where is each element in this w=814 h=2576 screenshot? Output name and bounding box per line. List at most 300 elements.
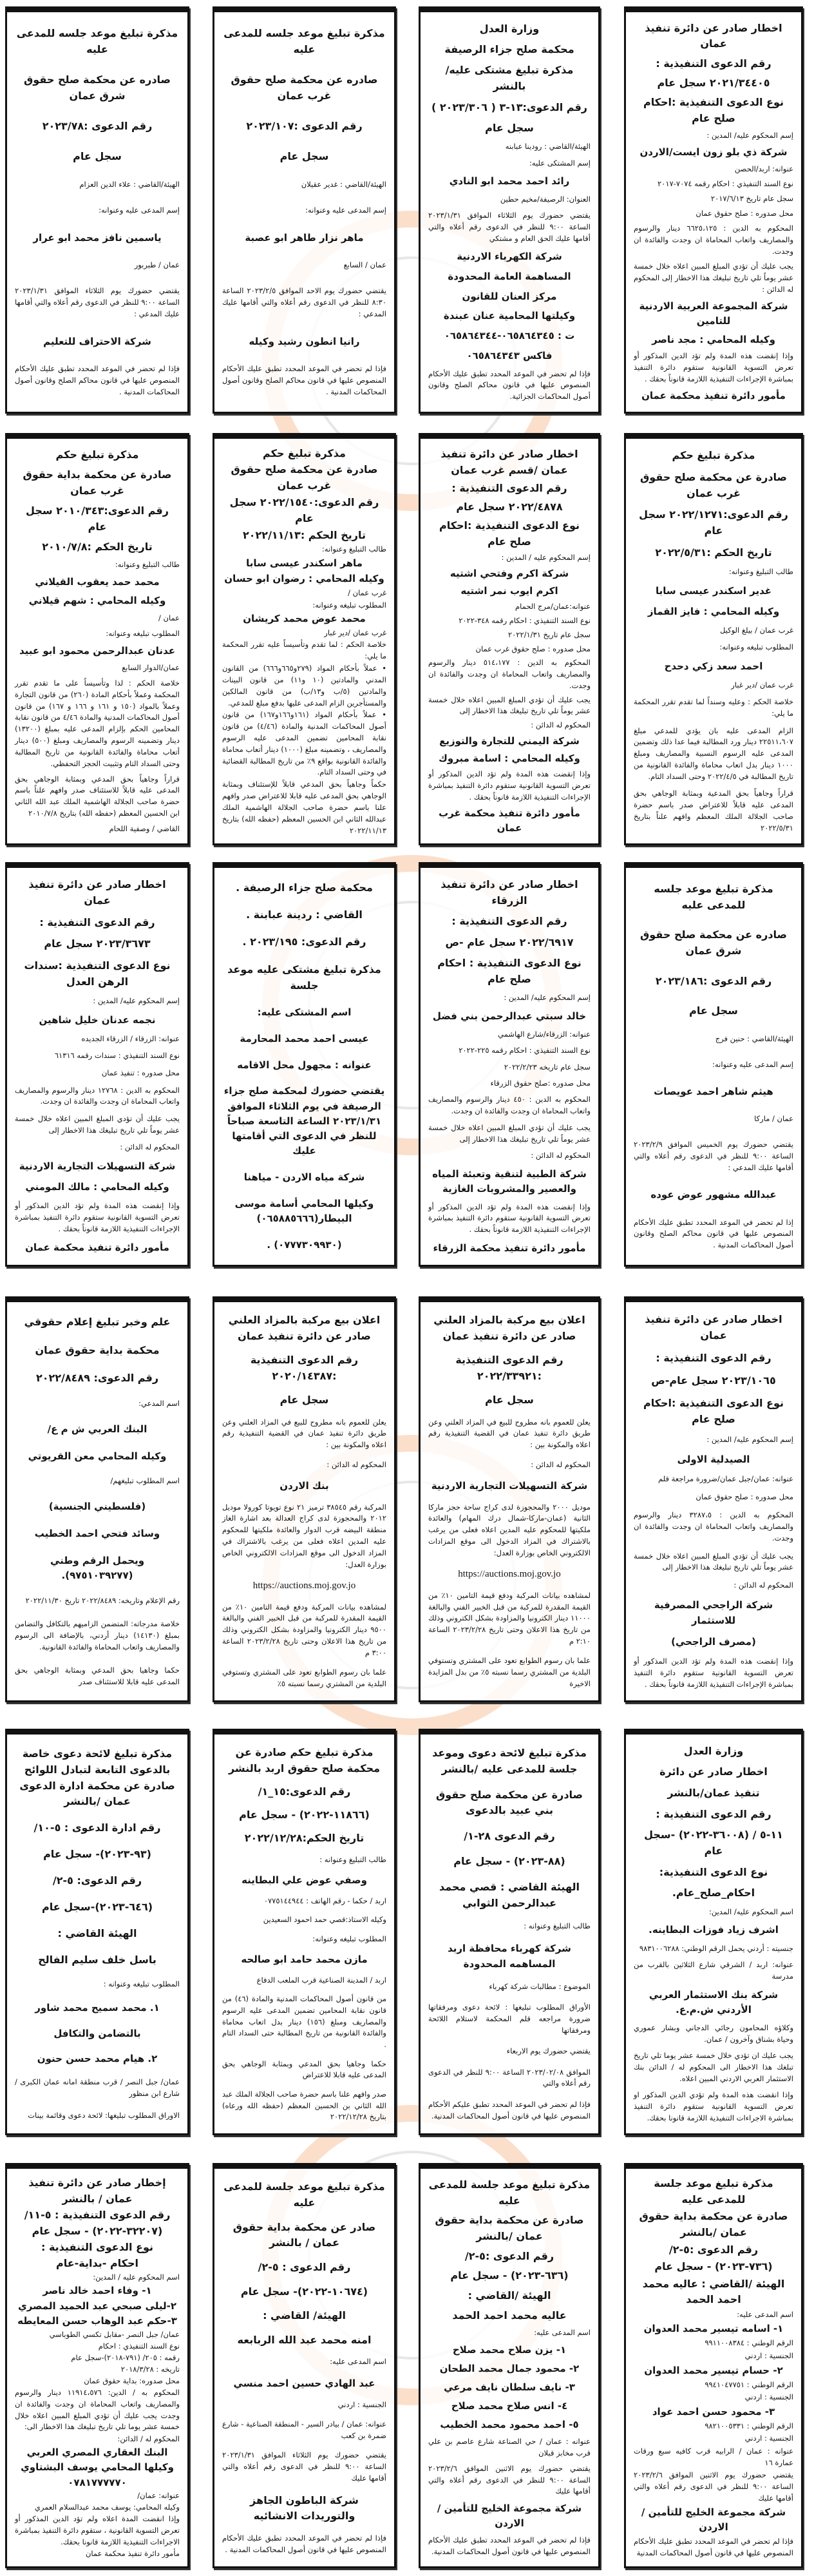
notice-heading: مذكرة تبليغ حكم	[263, 447, 346, 459]
notice-heading: إخطار صادر عن دائرة تنفيذ عمان / بالنشر	[28, 2177, 166, 2205]
notice-text: المطلوب تبليغه وعنوانه:	[312, 1934, 386, 1943]
notice-heading: سجل عام	[279, 149, 329, 162]
notice-lawsuit-notice	[5, 1729, 189, 2135]
notice-heading: وزارة العدل	[479, 22, 540, 35]
notice-text: عنوانه : عمان / الرابيه قرب كافيه سبع ورقات عمارة ١٦	[634, 2446, 793, 2467]
notice-court-summons	[213, 862, 396, 1267]
notice-heading: الهيئة القاضي : قصي محمد عبدالرحمن الثوابي	[439, 1880, 580, 1909]
notice-text: المطلوب تبليغه وعنوانه:	[719, 642, 793, 652]
notice-text: الجنسية : اردني	[337, 2399, 386, 2409]
notice-text: عنوانه:عمان/مرج الحمام	[515, 602, 591, 611]
notice-party-name: غدير اسكندر عيسى سابا	[655, 584, 772, 597]
notice-text: القاضي / وصفية اللحام	[109, 824, 180, 834]
notice-party-name: ياسمين نافز محمد ابو عرار	[33, 231, 162, 244]
notice-text: يجب عليك أن تؤدي المبلغ المبين اعلاه خلال خمسة عشر يوماً تلي تاريخ تبليغك هذا الاخطار إلى المحكوم له الدائن :	[634, 261, 793, 294]
notice-party-name: اشرف زياد فوزات البطاينه.	[648, 1924, 779, 1936]
notice-text: العنوان: الرصيفة/مخيم حطين	[500, 194, 591, 204]
notice-party-name: ١- اسامه تيسير محمد العدوان	[643, 2323, 784, 2335]
notice-heading: صادرة عن محكمة صلح حقوق غرب عمان	[639, 470, 788, 499]
notice-judgment-notice	[5, 433, 189, 845]
notice-hearing-notice	[419, 2163, 600, 2568]
notice-heading: مذكرة تبليغ موعد جلسه للمدعى عليه	[16, 27, 178, 55]
notice-text: الجنسية : اردني	[744, 2434, 793, 2443]
notice-heading: مذكرة تبليغ موعد جلسة للمدعى عليه	[654, 2177, 773, 2206]
notice-text: رقم الإعلام وتاريخه: ٢٠٢٢/٨٤٨٩ تاريخ ٢٠٢٢/١١/٣٠	[25, 1595, 180, 1605]
notice-heading: محكمة بداية حقوق عمان	[35, 1343, 160, 1356]
notice-party-name: البنك العربي ش م ع/	[47, 1423, 147, 1435]
notice-heading: رقم الدعوى التنفيذية :٢٠٢٠/١٤٣٨٧	[250, 1354, 359, 1383]
notice-text: يجب عليك ان تؤدي خلال خمسة عشر يوما تلي تاريخ تبلغك هذا الاخطار الى المحكوم له / الدائن بنك الاستثمار العربي الاردني المبين اعلاه.	[634, 2051, 793, 2083]
notice-heading: الهيئة /القاضي : عاليه محمد احمد الحمد	[642, 2277, 785, 2306]
notice-text: الأوراق المطلوب تبليغها : لائحة دعوى ومرفقاتها ضرورة مراجعه قلم المحكمة لاستلام اللائحة ومرفقاتها	[428, 2003, 591, 2035]
notice-text: المطلوب تبليغه وعنوانه:	[106, 628, 180, 638]
notice-heading: صادرة عن محكمة بداية حقوق عمان /بالنشر	[639, 2210, 788, 2238]
notice-text: يقتضي حضورك يوم الاثنين الموافق ٢٠٢٣/٢/٦ الساعة ٩:٠٠ للنظر في الدعوى رقم أعلاه والتي أقامها عليك	[634, 2470, 793, 2503]
notice-text: إسم المحكوم عليه/ المدين :	[93, 996, 180, 1006]
notice-party-name: محمد حمد يعقوب القيلاني	[35, 575, 160, 588]
notice-party-name: هيثم شاهر احمد عويصات	[654, 1086, 773, 1098]
notice-text: يقتضي حضورك يوم الاحد الموافق ٢٠٢٣/٢/٥ الساعة ٨:٣٠ للنظر في الدعوى رقم أعلاه والتي أقامها عليك المدعي :	[222, 286, 386, 318]
notice-party-name: مركز العنان للقانون	[462, 290, 557, 302]
notice-text: عمان / طبربور	[134, 260, 180, 270]
notice-auction-notice	[213, 1296, 396, 1702]
notice-heading: رقم الدعوى:٢٠٢٢/١٥٤٠ سجل عام	[229, 495, 379, 524]
notice-text: الجنسية : اردني	[744, 2392, 793, 2402]
notice-party-name: وسائد فتحي احمد الخطيب	[34, 1527, 160, 1539]
notice-party-name: اسم المشتكى عليه:	[257, 1006, 352, 1018]
notice-party-name: شركة بنك الاستثمار العربي الأردني ش.م.ع.	[648, 1988, 779, 2015]
notice-text: قراراً وجاهياً بحق المدعية وبمثابة الوجاهي بحق المدعى عليه قابلاً للاعتراض صدر باسم حضرة صاحب الجلالة الملك المعظم وافهم علناً بتاريخ ٢٠٢٢/٥/٣١	[634, 789, 793, 832]
notice-heading: (٦٣٦-٢٠٢٣) - سجل عام	[450, 2269, 569, 2282]
notice-heading: احكام -بداية-عام	[55, 2257, 138, 2270]
notice-text: المحكوم به / الدين: ١١٩١٤،٥٧٦ دينار والرسوم والمصاريف واتعاب المحاماة ان وجدت والفائدة ان وجدت يجب عليك أن تؤدي المبلغ المبين اعلاه خلال خمسة عشر يوما تلي تاريخ تبليغك هذا الاخطار الى:	[15, 2388, 180, 2432]
notice-heading: محكمة صلح جزاء الرصيفة .	[236, 881, 373, 894]
notice-text: اسم المدعي:	[138, 1399, 180, 1408]
notice-party-name: ٣- نايف سلطان نايف مرعي	[444, 2381, 575, 2394]
notice-party-name: ماهر اسكندر عيسى سابا	[246, 557, 363, 570]
notice-heading: شركة الباطون الجاهز والتوريدات الانشائيه	[250, 2494, 359, 2523]
notice-party-name: خالد سبتي عبدالرحمن بني فضل	[432, 1010, 587, 1022]
notice-text: عمان/ جبل النصر / قرب منطقة امانه عمان الكبرى / شارع ابن منظور	[15, 2077, 180, 2099]
notice-party-name: شركة التسهيلات التجارية الاردنية	[431, 1479, 588, 1492]
notice-heading: الهيئة القاضي :	[57, 1927, 137, 1940]
notice-text: فإذا لم تحضر في الموعد المحدد تطبق عليك الأحكام المنصوص عليها في قانون محاكم الصلح وقانون أصول المحاكمات الجزائية.	[428, 369, 591, 401]
notice-text: إسم المدعى عليه وعنوانه:	[712, 1059, 793, 1069]
notice-party-name: عنوانه : مجهول محل الاقامه	[237, 1059, 372, 1071]
notice-heading: احكام_صلح_عام.	[672, 1887, 755, 1899]
notice-hearing-notice	[5, 6, 189, 414]
notice-party-name: شركة اليمني للتجارة والتوزيع	[439, 735, 580, 747]
notice-text: المحكوم به الدين : ٣٢٨٧،٥ دينار والرسوم والمصاريف واتعاب المحاماة ان وجدت والفائدة ان وجدت.	[634, 1510, 793, 1543]
notice-text: وإذا إنقضت هذه المدة ولم تؤد الدين المذكور أو تعرض التسوية القانونية ستقوم دائرة التنفيذ بمباشرة الإجراءات التنفيذية اللازمة قانوناً بحقك .	[15, 1200, 180, 1233]
notice-party-name: وكيلتها المحامية عنان عبندة	[443, 310, 576, 322]
notice-heading: سجل عام	[73, 149, 122, 162]
notice-execution-notice	[624, 6, 803, 414]
notice-heading: رقم الدعوى : ٥-٢/	[258, 2260, 351, 2273]
notice-text: الهيئة/القاضي : غدير عقيلان	[301, 179, 386, 189]
notice-heading: رقم الدعوى:١٣-٣ ( ٢٠٢٣/٣٠٦ )	[431, 101, 588, 113]
notice-text: اسم المدعى عليه:	[737, 2309, 793, 2319]
notice-text: فإذا لم تحضر في الموعد المحدد تطبق عليك الأحكام المنصوص عليها في قانون محاكم الصلح وقانون أصول المحاكمات المدنية .	[15, 364, 180, 397]
notice-party-name: الصيدلية الاولى	[677, 1453, 750, 1465]
notice-judgment-notice	[624, 433, 803, 845]
notice-text: عمان/ جبل النصر -مقابل تكسي الطوباسي	[49, 2329, 180, 2339]
notice-party-name: شركة الكهرباء الاردنية	[457, 250, 562, 262]
notice-party-name: شركة مجموعة الخليج للتأمين / الاردن	[437, 2503, 582, 2530]
notice-text: طالب التبليغ وعنوانه :	[319, 1854, 386, 1864]
notice-text: اربد / المدينة الصناعية قرب الملعب الدفاع	[256, 1975, 386, 1985]
notice-text: وإذا انقضت هذه المدة ولم تؤدي الدين المذكور او تعرض التسوية القانونية ستقوم دائرة التنفيذ بمباشرة الاجراءات التنفيذية اللازمة قانونا بحقك.	[634, 2090, 793, 2123]
notice-heading: صادره عن محكمة صلح حقوق غرب عمان	[231, 73, 378, 102]
notice-text: المركبة رقم ٣٨٥٤٥ ترميز ٢١ نوع تويوتا كورولا موديل ٢٠١٢ والمحجوزة لدى كراج العدالة بعد اشارة الغاز منطقة البيضه قرب الدوار والعائدة ملكيتها للمحكوم عليه المدين اعلاه فعلى من يرغب بالاشتراك في المزاد الدخول الى موقع المزادات الالكتروني الخاص بوزارة العدل:	[222, 1502, 386, 1569]
notice-text: عمان /	[158, 613, 180, 622]
notice-text: وكيله الاستاذ:قصي حمد احمود السعيدين	[263, 1915, 386, 1925]
notice-text: نوع السند التنفيذي : احكام	[98, 2341, 180, 2350]
notice-heading: محكمة صلح جزاء الرصيفة	[444, 43, 574, 56]
notice-text: سجل عام تاريخه ٢٠٢٢/٢/٢٣	[504, 1062, 591, 1072]
notice-text: غرب عمان /دير غبار	[324, 628, 386, 637]
notice-party-name: اكرم ايوب نمر اشتيه	[460, 585, 558, 597]
notice-text: فإذا لم تحضر في الموعد المحدد تطبق عليكم الأحكام المنصوص عليها في قانون أصول المحاكمات المدنية.	[428, 2099, 591, 2120]
notice-text: يجب عليك أن تؤدي المبلغ المبين اعلاه خلال خمسة عشر يوماً تلي تاريخ تبليغك هذا الاخطار إلى	[428, 1122, 591, 1144]
notice-text: الهيئة/القاضي : حنين فرج	[715, 1034, 793, 1044]
notice-heading: اخطار صادر عن دائرة تنفيذ عمان	[645, 1313, 782, 1341]
notice-text: يعلن للعموم بانه مطروح للبيع في المزاد العلني وعن طريق دائرة تنفيذ عمان في القضية التنفيذية رقم اعلاه والمكونة بين :	[428, 1417, 591, 1450]
notice-text: الرقم الوطني : ٩٩١١٠٠٨٣٨٤	[705, 2338, 793, 2348]
notice-party-name: ويحمل الرقم وطني (٩٧٥١٠٣٩٢٧٧).	[50, 1554, 145, 1581]
notice-text: صدر وافهم علنا باسم حضرة صاحب الجلالة الملك عبد الله الثاني بن الحسين المعظم (حفظه الله ورعاه) بتاريخ ٢٠٢٢/١٢/٢٨	[222, 2089, 386, 2122]
notice-heading: رقم الدعوى :٢٠٢٣/٧٨	[42, 119, 153, 132]
notice-hearing-notice	[419, 1729, 600, 2135]
notice-heading: (٧٣٦-٢٠٢٣) - سجل عام	[654, 2260, 773, 2273]
notice-text: خلاصة الحكم : لما تقدم وتأسيساً عليه تقرر المحكمة ما يلي:	[222, 640, 386, 661]
notice-party-name: وكيله المحامي : شهم قيلاني	[28, 595, 166, 607]
notice-text: محل صدوره: بداية حقوق عمان	[84, 2376, 180, 2385]
notice-party-name: وصفي عوض علي البطاينه	[241, 1874, 367, 1887]
notice-text: الزام المدعى عليه بان يؤدي للمدعي مبلغ ٢٢٥١١،٦٠٧ دينار ورد المطالبة فيما عدا ذلك وتضمين المدعى عليه الرسوم النسبية والمصاريف ومبلغ ١٠٠٠ دينار بدل اتعاب محاماة والفائدة القانونية من تاريخ المطالبة في ٢٠٢٢/٤/٥ وحتى السداد التام.	[634, 726, 793, 781]
notice-party-name: مأمور دائرة تنفيذ محكمة عمان	[641, 389, 786, 401]
notice-execution-notice	[5, 862, 189, 1267]
notice-text: محل صدوره : صلح حقوق غرب عمان	[475, 644, 591, 653]
notice-heading: نوع الدعوى التنفيذية :	[41, 2241, 153, 2254]
notice-party-name: نجمه عدنان خليل شاهين	[39, 1014, 156, 1026]
notice-heading: مذكرة تبليغ حكم صادرة عن محكمة صلح حقوق اربد بالنشر	[228, 1745, 381, 1774]
notice-text: عمان/الدوار السابع	[122, 662, 180, 672]
notice-text: عنوانه : عمان / حي الصناعة شارع عاصم بن علي قرب مخابز قبلان	[428, 2437, 591, 2458]
notice-party-name: محمد عوض محمد كريشان	[243, 613, 366, 625]
notice-party-name: ٢. هيام محمد حسن حنون	[37, 2052, 158, 2064]
notice-heading: ٢٠٢١/٣٤٤٠٥ سجل عام	[657, 76, 770, 89]
notice-heading: نوع الدعوى التنفيذية :احكام صلح عام	[643, 95, 784, 124]
notice-party-name: وكيله المحامي : رضوان ابو حسان	[224, 573, 384, 585]
notice-text: علما بان رسوم الطوابع تعود على المشتري وتستوفي البلدية من المشتري رسما نسبته ٥٪ من بدل المزايدة الاخيرة	[428, 1656, 591, 1688]
notice-text: إسم المحكوم عليه / المدين :	[501, 553, 591, 562]
notice-text: نوع السند التنفيذي : احكام رقمه ٢٢٥-٢٠٢٢	[459, 1046, 591, 1055]
notice-heading: مذكرة تبليغ موعد جلسة للمدعى عليه	[223, 2180, 385, 2209]
notice-text: وكلاؤه المحامون رجائي الدجاني وبشار عموري وحياة بشناق وآخرون / عمان.	[634, 2023, 793, 2044]
notice-party-name: رانيا انطون رشيد وكيله	[249, 335, 360, 347]
notice-judgment-notice	[213, 433, 396, 845]
notice-heading: (١٠٦٧٤-٢٠٢٢)- سجل عام	[240, 2285, 368, 2298]
notice-party-name: وكيله المحامي : مالك المومني	[25, 1180, 169, 1193]
notice-heading: اعلان بيع مركبة بالمزاد العلني صادر عن دائرة تنفيذ عمان	[228, 1314, 381, 1343]
notice-text: يجب عليك أن تؤدي المبلغ المبين اعلاه خلال خمسة عشر يوماً تلي تاريخ تبليغك هذا الاخطار إلى	[634, 1551, 793, 1572]
notice-heading: رقم الدعوى: ٢٠٢٣/١٩٥ .	[242, 936, 366, 948]
notice-text: إذا لم تحضر في الموعد المحدد تطبق عليك الأحكام المنصوص عليها في قانون محاكم الصلح وقانون أصول المحاكمات المدنية .	[634, 1217, 793, 1250]
notice-execution-notice	[624, 1729, 803, 2135]
notice-heading: ٢٠٢٣/٣٦٧٣ سجل عام	[44, 937, 151, 950]
notice-text: عنوانه: عمان/جبل عمان/ضرورة مراجعة قلم	[658, 1474, 793, 1483]
notice-text: يقتضي حضورك يوم الاثنين الموافق ٢٠٢٣/٢/٦ الساعة ٩:٠٠ للنظر في الدعوى رقم أعلاه والتي أقامها عليك	[428, 2463, 591, 2496]
notice-text: حكما وجاهيا بحق المدعي وبمثابة الوجاهي بحق المدعى عليه قابلا للاستئناف صدر	[15, 1665, 180, 1686]
notice-heading: الهيئة/ القاضي :	[263, 2309, 346, 2322]
notice-heading: صادرة عن محكمة صلح حقوق غرب عمان	[231, 463, 378, 492]
notice-heading: رقم الدعوى: ٥-٢/	[52, 1874, 142, 1887]
notice-text: وإذا إنقضت هذه المدة ولم تؤد الدين المذكور أو تعرض التسوية القانونية ستقوم دائرة التنفيذ بمباشرة الإجراءات التنفيذية اللازمة قانوناً بحقك .	[428, 769, 591, 802]
notice-heading: تنفيذ عمان/بالنشر	[667, 1787, 760, 1800]
notice-text: يجب عليك أن تؤدي المبلغ المبين اعلاه خلال خمسة عشر يوماً تلي تاريخ تبليغك هذا الاخطار إلى	[428, 695, 591, 716]
notice-heading: مذكرة تبليغ حكم	[55, 448, 139, 461]
notice-party-name: ١. محمد سميح محمد شاور	[35, 2002, 160, 2014]
notice-party-name: شركة المجموعة العربية الاردنية للتامين	[639, 300, 788, 327]
notice-heading: (١١٨٦٦-٢٠٢٢) - سجل عام	[239, 1809, 370, 1821]
notice-heading: رقم الدعوى: ٢٠٢٢/٨٤٨٩	[35, 1372, 159, 1385]
notice-heading: رقم الدعوى ٢٨-١/	[464, 1829, 555, 1842]
notice-execution-notice	[419, 433, 600, 845]
notice-text: المحكوم له الدائن :	[120, 1142, 180, 1152]
notice-heading: ٢٠٢٢/٦٩١٧ سجل عام -ص	[445, 936, 574, 948]
notice-text: الاوراق المطلوب تبليغها: لائحة دعوى وقائمة بينات	[28, 2111, 180, 2120]
notice-text: قراراً وجاهياً بحق المدعي وبمثابة الوجاهي بحق المدعى عليه قابلاً للاستئناف صدر وافهم علناً باسم حضرة صاحب الجلالة الهاشمية الملك عبد الله الثاني ابن الحسين المعظم (حفظه الله) بتاريخ ٢٠١٠/٧/٨	[15, 774, 180, 818]
notice-text: المطلوب تبليغه وعنوانه :	[103, 1979, 180, 1989]
notice-heading: رقم الدعوى :٥-٢/	[464, 2249, 554, 2262]
notice-text: اسم المحكوم عليه / المدين:	[93, 2273, 180, 2282]
notice-party-name: مازن محمد حامد ابو صالحه	[241, 1953, 368, 1965]
notice-party-name: عبدالله مشهور عوض عوده	[650, 1189, 777, 1201]
notice-heading: مذكرة تبليغ موعد جلسه للمدعى عليه	[223, 27, 385, 55]
notice-text: عنوانه: الزرقاء / الزرقاء الجديده	[81, 1033, 180, 1043]
notice-heading: رقم الدعوى التنفيذية : ٥-١١/	[24, 2208, 171, 2221]
notice-text: يقتضي حضورك يوم الثلاثاء الموافق ٢٠٢٣/١/٣١ الساعة ٩:٠٠ للنظر في الدعوى رقم أعلاه والتي أقامها عليك المدعي :	[15, 286, 180, 318]
notice-heading: اعلان بيع مركبة بالمزاد العلني صادر عن دائرة تنفيذ عمان	[433, 1314, 585, 1343]
notice-heading: رقم الدعوى:١٥_١/	[258, 1785, 351, 1798]
notice-text: المحكوم به الدين : ٥١٤،١٧٧ دينار والرسوم والمصاريف واتعاب المحاماة ان وجدت والفائدة ان وجدت.	[428, 658, 591, 690]
notice-party-name: شركة اكرم وفتحي اشتيه	[450, 568, 569, 580]
notice-text: نوع السند التنفيذي : سندات رقمه ٦١٣١٦	[54, 1051, 180, 1061]
notice-party-name: مأمور دائرة تنفيذ محكمة عمان	[25, 1242, 169, 1254]
notice-heading: اخطار صادر عن دائرة تنفيذ عمان	[28, 878, 166, 907]
notice-party-name: ماهر نزار طاهر ابو عصبة	[245, 231, 364, 244]
notice-heading: اخطار صادر عن دائرة تنفيذ عمان /قسم غرب عمان	[440, 447, 578, 476]
notice-party-name: مأمور دائرة تنفيذ محكمة غرب عمان	[439, 807, 580, 834]
notice-heading: امنه محمد عبد الله الربابعه	[237, 2333, 372, 2346]
notice-heading: نوع الدعوى التنفيذية : احكام صلح عام	[437, 956, 582, 985]
notice-party-name: عبد الهادي حسين احمد منسي	[233, 2377, 375, 2389]
notice-heading: صادر عن محكمة بداية حقوق عمان / بالنشر	[232, 2220, 376, 2249]
notice-text: نوع السند التنفيذي : احكام رقمه ٧٠٧٤-٢٠١٧	[658, 178, 793, 188]
notice-party-name: (فلسطيني الجنسية)	[48, 1500, 146, 1512]
notice-party-name: عدنان عبدالرحمن محمود ابو عبيد	[19, 644, 175, 657]
notice-text: محل صدوره : صلح حقوق عمان	[696, 1492, 793, 1501]
notice-text: المحكوم له الدائن :	[327, 1459, 386, 1469]
notice-text: اسم المحكوم عليه/ المدين:	[708, 1907, 793, 1916]
notice-heading: رقم الدعوى التنفيذية :٢٠٢٢/٣٣٩٢١	[455, 1354, 563, 1383]
notice-text: حكماً وجاهياً بحق المدعي قابلاً للإستئناف وبمثابة الوجاهي بحق المدعى عليه قابلا للاعتراض صدر وافهم علنا باسم حضرة صاحب الجلالة الهاشمية الملك عبدالله الثاني ابن الحسين المعظم (حفظه الله) بتاريخ ٢٠٢٢/١١/١٣	[222, 780, 386, 835]
notice-text: لمشاهده بيانات المركبة ودفع قيمة التامين ١٠٪ من القيمة المقدرة للمركبة من قبل الخبير الفني والبالغة ٩٥٠٠ دينار الكترونيا والمزاودة بشكل الكتروني وذلك من تاريخ هذا الاعلان وحتى تاريخ ٢٠٢٣/٢/٢٨ الساعة ٣:٠٠ م	[222, 1602, 386, 1657]
notice-party-name: شركة كهرباء محافظة اربد المساهمه المحدودة	[448, 1943, 571, 1970]
notice-text: وإذا إنقضت هذه المدة ولم تؤد الدين المذكور أو تعرض التسوية القانونية ستقوم دائرة التنفيذ بمباشرة الإجراءات التنفيذية اللازمة قانوناً بحقك .	[634, 1657, 793, 1689]
notice-party-name: شركة التسهيلات التجارية الاردنية	[19, 1160, 176, 1172]
notice-text: جنسيته : أردني يحمل الرقم الوطني: ٩٨٣١٠٠٦٢٨٨	[639, 1943, 793, 1953]
notice-text: إسم المحكوم عليه/ المدين :	[706, 1434, 793, 1444]
notice-text: نوع السند التنفيذي : احكام رقمه ٣٤٨-٢٠٢٢	[459, 616, 591, 626]
notice-text: إسم المدعى عليه وعنوانه:	[305, 205, 386, 215]
notice-text: الجنسية : اردني	[744, 2350, 793, 2360]
notice-text: إسم المدعى عليه وعنوانه:	[99, 205, 180, 215]
notice-party-name: وكيله المحامي : فايز القماز	[647, 605, 780, 617]
notice-heading: مذكرة تبليغ مشتكى عليه/ بالنشر	[445, 64, 574, 93]
notice-text: المحكوم له / الدائن:	[117, 2434, 180, 2443]
notice-text: الهيئة/القاضي : علاء الدين العزام	[79, 179, 180, 189]
notice-party-name: شركة الاحتراف للتعليم	[43, 335, 151, 347]
notice-party-name: وكيله المحامي معن القريوتي	[28, 1450, 167, 1462]
notice-heading: اخطار صادر عن دائرة تنفيذ الزرقاء	[440, 878, 578, 907]
notice-text: المطلوب تبليغه وعنوانه:	[312, 600, 386, 610]
notice-party-name: (مصرف الراجحي)	[671, 1635, 756, 1648]
notice-hearing-notice	[624, 862, 803, 1267]
notice-text: الرقم الوطني : ٩٨٢١٠٠٥٣٣١	[705, 2421, 793, 2430]
notice-party-name: ت : ٠٦٥٨٦٤٣٤٥-٠٦٥٨٦٤٣٤٤	[444, 330, 575, 342]
notice-text: إسم المشتكى عليه:	[529, 158, 591, 168]
notice-heading: تاريخ الحكم :٢٠٢٢/١١/١٣	[243, 528, 366, 541]
notice-heading: رقم الدعوى :٥-٢/	[668, 2243, 759, 2256]
notice-party-name: فاكس ٠٦٥٨٦٤٣٤٣	[466, 349, 553, 361]
notice-party-name: ١- يزن صلاح محمد صلاح	[452, 2343, 567, 2356]
notice-text: الموافق ٢٠٢٣/٠٢/٠٨ الساعة ٩:٠٠ للنظر في الدعوى رقم أعلاه والتي	[428, 2067, 591, 2088]
notice-heading: مذكرة تبليغ موعد جلسة للمدعى عليه	[428, 2178, 591, 2207]
notice-heading: نوع الدعوى التنفيذية :سندات الرهن العدل	[24, 959, 171, 988]
notice-text: خلاصة مدرجاته: المتضمن الزاميهم بالتكافل والتضامن بمبلغ (١٤١٣٠) دينار أردني، بالإضافة الى الرسوم والمصاريف واتعاب المحاماة والفائدة القانونية.	[15, 1619, 180, 1651]
notice-text: عنوانه: اربد / الشرقي شارع الثلاثين بالقرب من مدرسة	[634, 1960, 793, 1981]
notice-party-name: المساهمة العامة المحدودة	[448, 270, 571, 282]
notice-text: • عملاً بأحكام المواد (٢٧٩و٦٦٥و٦٦٦) من القانون المدني والمادتين (١٠ و١١) من قانون البينات والمادتين (٥/ب و١٣/ب) من قانون المالكين والمستأجرين الزام المدعى عليها بدفع مبلغ للمدعي.	[222, 664, 386, 707]
notice-heading: وزارة العدل	[683, 1744, 744, 1757]
notice-party-name: مأمور دائرة تنفيذ محكمة الزرقاء	[433, 1242, 586, 1254]
notice-text: إسم المحكوم عليه/ المدين :	[706, 130, 793, 140]
notice-text: المحكوم له الدائن :	[531, 1151, 591, 1160]
notice-text: مأمور دائرة تنفيذ محكمة عمان	[85, 2548, 180, 2558]
notice-text: من قانون أصول المحاكمات المدنية والمادة (٤٦) من قانون نقابة المحامين تضمين المدعى عليه الرسوم والمصاريف ومبلغ (١٥٦) دينار بدل اتعاب محاماة والفائدة القانونية من تاريخ المطالبة حتى السداد التام .	[222, 1994, 386, 2050]
notice-party-name: ٤- انس صلاح محمد صلاح	[451, 2400, 568, 2412]
notice-heading: (٩٣-٢٠٢٣)- سجل عام	[43, 1848, 151, 1861]
notice-text: تاريخه : ٢٠١٨/٣/٢٨	[120, 2364, 180, 2374]
notice-party-name: وكيلها المحامي أسامة موسى البيطار(٠٦٥٨٨٥٦٦٦)	[234, 1197, 374, 1225]
notice-heading: رقم ادارة الدعوى : ٥-١٠/	[33, 1821, 161, 1834]
notice-heading: رقم الدعوى التنفيذية :	[451, 915, 567, 928]
notice-heading: القاضي : ردينة عبابنة .	[246, 908, 363, 921]
notice-heading: رقم الدعوى:٢٠١٠/٣٤٣ سجل عام	[26, 504, 169, 533]
notice-text: رقمه : ٢٠٥/ (٧٩١-٢٠١٨)-سجل عام	[71, 2352, 180, 2362]
notice-text: اسم المدعى عليه:	[534, 2328, 591, 2338]
notice-party-name: بنك الاردن	[279, 1479, 329, 1492]
notice-heading: رقم الدعوى التنفيذية :	[656, 1351, 771, 1364]
notice-heading: مذكرة تبليغ لائحة دعوى خاصة بالدعوى التابعة لتبادل اللوائح صادرة عن محكمة ادارة الدعوى عمان /بالنشر	[19, 1747, 175, 1808]
notice-heading: رقم الدعوى التنفيذية :	[451, 482, 567, 495]
notice-party-name: شركة مجموعة الخليج للتأمين / الاردن	[641, 2506, 786, 2533]
notice-text: عنوانه: اربد/الحصن	[734, 164, 793, 173]
notice-heading: عاليه محمد احمد الحمد	[452, 2309, 567, 2321]
notice-text: يعلن للعموم بانه مطروح للبيع في المزاد العلني وعن طريق دائرة تنفيذ عمان في القضية التنفيذية رقم اعلاه والمكونة بين :	[222, 1417, 386, 1450]
notice-text: فإذا لم تحضر في الموعد المحدد تطبق عليك الأحكام المنصوص عليها في قانون محاكم الصلح وقانون أصول المحاكمات المدنية .	[222, 364, 386, 397]
notice-text: وإذا إنقضت هذه المدة ولم تؤد الدين المذكور أو تعرض التسوية القانونية ستقوم دائرة التنفيذ بمباشرة الإجراءات التنفيذية اللازمة قانوناً بحقك .	[634, 351, 793, 383]
notice-hearing-notice	[213, 6, 396, 414]
notice-party-name: ٢- حسام تيسير محمد العدوان	[644, 2364, 783, 2376]
notice-text: يقتضي حضورك يوم الاربعاء	[506, 2046, 591, 2056]
notice-heading: مذكرة تبليغ مشتكى عليه موعد جلسة	[227, 963, 381, 992]
notice-heading: تاريخ الحكم:٢٠٢٢/١٢/٢٨	[244, 1832, 364, 1845]
notice-heading: ١١-٥ / (٣٦٠٠٨-٢٠٢٢) -سجل عام	[644, 1829, 783, 1858]
notice-party-name: ٢-ليلى صبحي عبد الحميد المصري	[17, 2300, 177, 2312]
notice-text: فإذا لم تحضر في الموعد المحدد تطبق عليك الأحكام المنصوص عليها في قانون أصول المحاكمات المدنية	[634, 2537, 793, 2558]
notice-text: يقتضي حضورك يوم الخميس الموافق ٢٠٢٣/٢/٩ الساعة ٩:٠٠ للنظر في الدعوى رقم أعلاه والتي أقامها عليك المدعي :	[634, 1140, 793, 1172]
notice-party-name: يقتضي حضورك لمحكمة صلح جزاء الرصيفة في يوم الثلاثاء الموافق ٢٠٢٣/١/٣١ الساعة التاسعة صباحاً للنظر في الدعوى التي أقامتها عليك	[223, 1085, 385, 1157]
notice-heading: صادرة عن محكمة بداية حقوق عمان /بالنشر	[435, 2214, 584, 2243]
notice-heading: ٢٠٢٣/١٠٦٥ سجل عام-ص	[651, 1374, 776, 1387]
notice-heading: سجل عام	[689, 1004, 738, 1017]
notice-text: • عملاً بأحكام المواد (١٦١و١٦٦و١٦٧) من قانون أصول المحاكمات المدنية والمادة (٤/٤٦) من قانون نقابة المحامين تضمين المدعى عليه الرسوم والمصاريف ، وتضمينه مبلغ (١٠٠٠) دينار أتعاب محاماة والفائدة القانونية بواقع ٩٪ من تاريخ المطالبة القضائية في وحتى السداد التام.	[222, 710, 386, 777]
notice-text: اسم المدعى عليه:	[330, 2357, 386, 2367]
notice-text: فإذا لم تحضر في الموعد المحدد تطبق عليك الأحكام المنصوص عليها في قانون أصول المحاكمات المدنية .	[222, 2533, 386, 2554]
notice-text: يقتضي حضورك يوم الثلاثاء الموافق ٢٠٢٣/١/٣١ الساعة ٩:٠٠ للنظر في الدعوى رقم أعلاه والتي أقامها عليك الحق العام و مشتكي	[428, 211, 591, 243]
notice-heading: (٨٨-٢٠٢٣) - سجل عام	[453, 1855, 565, 1868]
notice-heading: اخطار صادر عن دائرة تنفيذ عمان	[645, 21, 782, 50]
notice-text: فإذا لم تحضر في الموعد المحدد تطبق عليك الأحكام المنصوص عليها في قانون أصول المحاكمات المدنية.	[428, 2535, 591, 2557]
notice-execution-notice	[624, 1296, 803, 1702]
notice-party-name: شركة الطبية لتنقية وتعبئة المياه والعصير والمشروبات الغازية	[432, 1168, 587, 1195]
notice-heading: رقم الدعوى التنفيذية :	[39, 916, 155, 928]
notice-heading: رقم الدعوى التنفيذية :	[656, 1807, 771, 1820]
notice-heading: نوع الدعوى التنفيذية :احكام صلح عام	[439, 519, 580, 548]
notice-party-name: ٥- احمد محمود محمد الخطيب	[440, 2419, 579, 2431]
notice-text: عمان / ماركا	[754, 1114, 793, 1124]
notice-heading: رقم الدعوى:٢٠٢٢/١٢٧١ سجل عام	[639, 508, 788, 537]
notice-text: المحكوم به الدين : ٦٦٢٥،١٢٥ دينار والرسوم والمصاريف واتعاب المحاماة ان وجدت والفائدة ان وجدت.	[634, 224, 793, 256]
notice-heading: رقم الدعوى :٢٠٢٣/١٨٦	[655, 974, 772, 987]
notice-heading: نوع الدعوى التنفيذية :احكام صلح عام	[643, 1396, 784, 1425]
notice-text: المحكوم له الدائن :	[531, 1459, 591, 1469]
notice-party-name: (٠٧٧٧٣٠٩٩٣٠) .	[267, 1238, 342, 1251]
notice-heading: ٢٠٢٢/٤٨٧٨ سجل عام	[456, 501, 563, 514]
notice-text: غرب عمان / بيلغ الوكيل	[719, 625, 793, 635]
notice-heading: صادرة عن محكمة صلح حقوق بني عبيد بالدعوى	[435, 1788, 583, 1817]
notice-text: حكما وجاهيا بحق المدعي وبمثابة الوجاهي بحق المدعى عليه قابلا للاعتراض	[222, 2059, 386, 2080]
notice-text: لمشاهده بيانات المركبة ودفع قيمة التامين ١٠٪ من القيمة المقدرة للمركبة من قبل الخبير الفني والبالغة ١١٠٠٠ دينار الكترونيا والمزاودة بشكل الكتروني وذلك من تاريخ هذا الاعلان وحتى تاريخ ٢٠٢٣/٢/٢٨ الساعة ٢:١٠ م	[428, 1590, 591, 1646]
notice-text: الهيئة/القاضي : رودينا عبابنه	[505, 142, 591, 151]
notice-hearing-notice	[213, 2163, 396, 2568]
notice-text: طالب التبليغ وعنوانه:	[321, 544, 386, 554]
notice-heading: مذكرة تبليغ لائحة دعوى وموعد جلسة للمدعى عليه /بالنشر	[432, 1747, 587, 1776]
notice-text: اسم المطلوب تبليغهم/	[110, 1476, 180, 1486]
notice-party-name: البنك العقاري المصري العربي	[26, 2446, 168, 2458]
notice-text: إسم المحكوم عليه/ المدين :	[504, 993, 591, 1003]
notice-text: يجب عليك أن تؤدي المبلغ المبين اعلاه خلال خمسة عشر يوماً تلي تاريخ تبليغك هذا الاخطار إلى	[15, 1113, 180, 1135]
notice-party-name: احمد سعد زكي دحدح	[664, 660, 763, 672]
notice-party-name: ٣-حكم عبد الوهاب حسن المعايطه	[17, 2315, 177, 2327]
notice-heading: علم وخبر تبليغ إعلام حقوقي	[24, 1316, 171, 1329]
notice-text: محل صدوره : صلح حقوق عمان	[696, 209, 793, 218]
notice-party-name: وكيله المحامي : اسامة مبروك	[439, 753, 580, 765]
notice-party-name: ١- وفاء احمد خالد ناصر	[43, 2285, 152, 2297]
